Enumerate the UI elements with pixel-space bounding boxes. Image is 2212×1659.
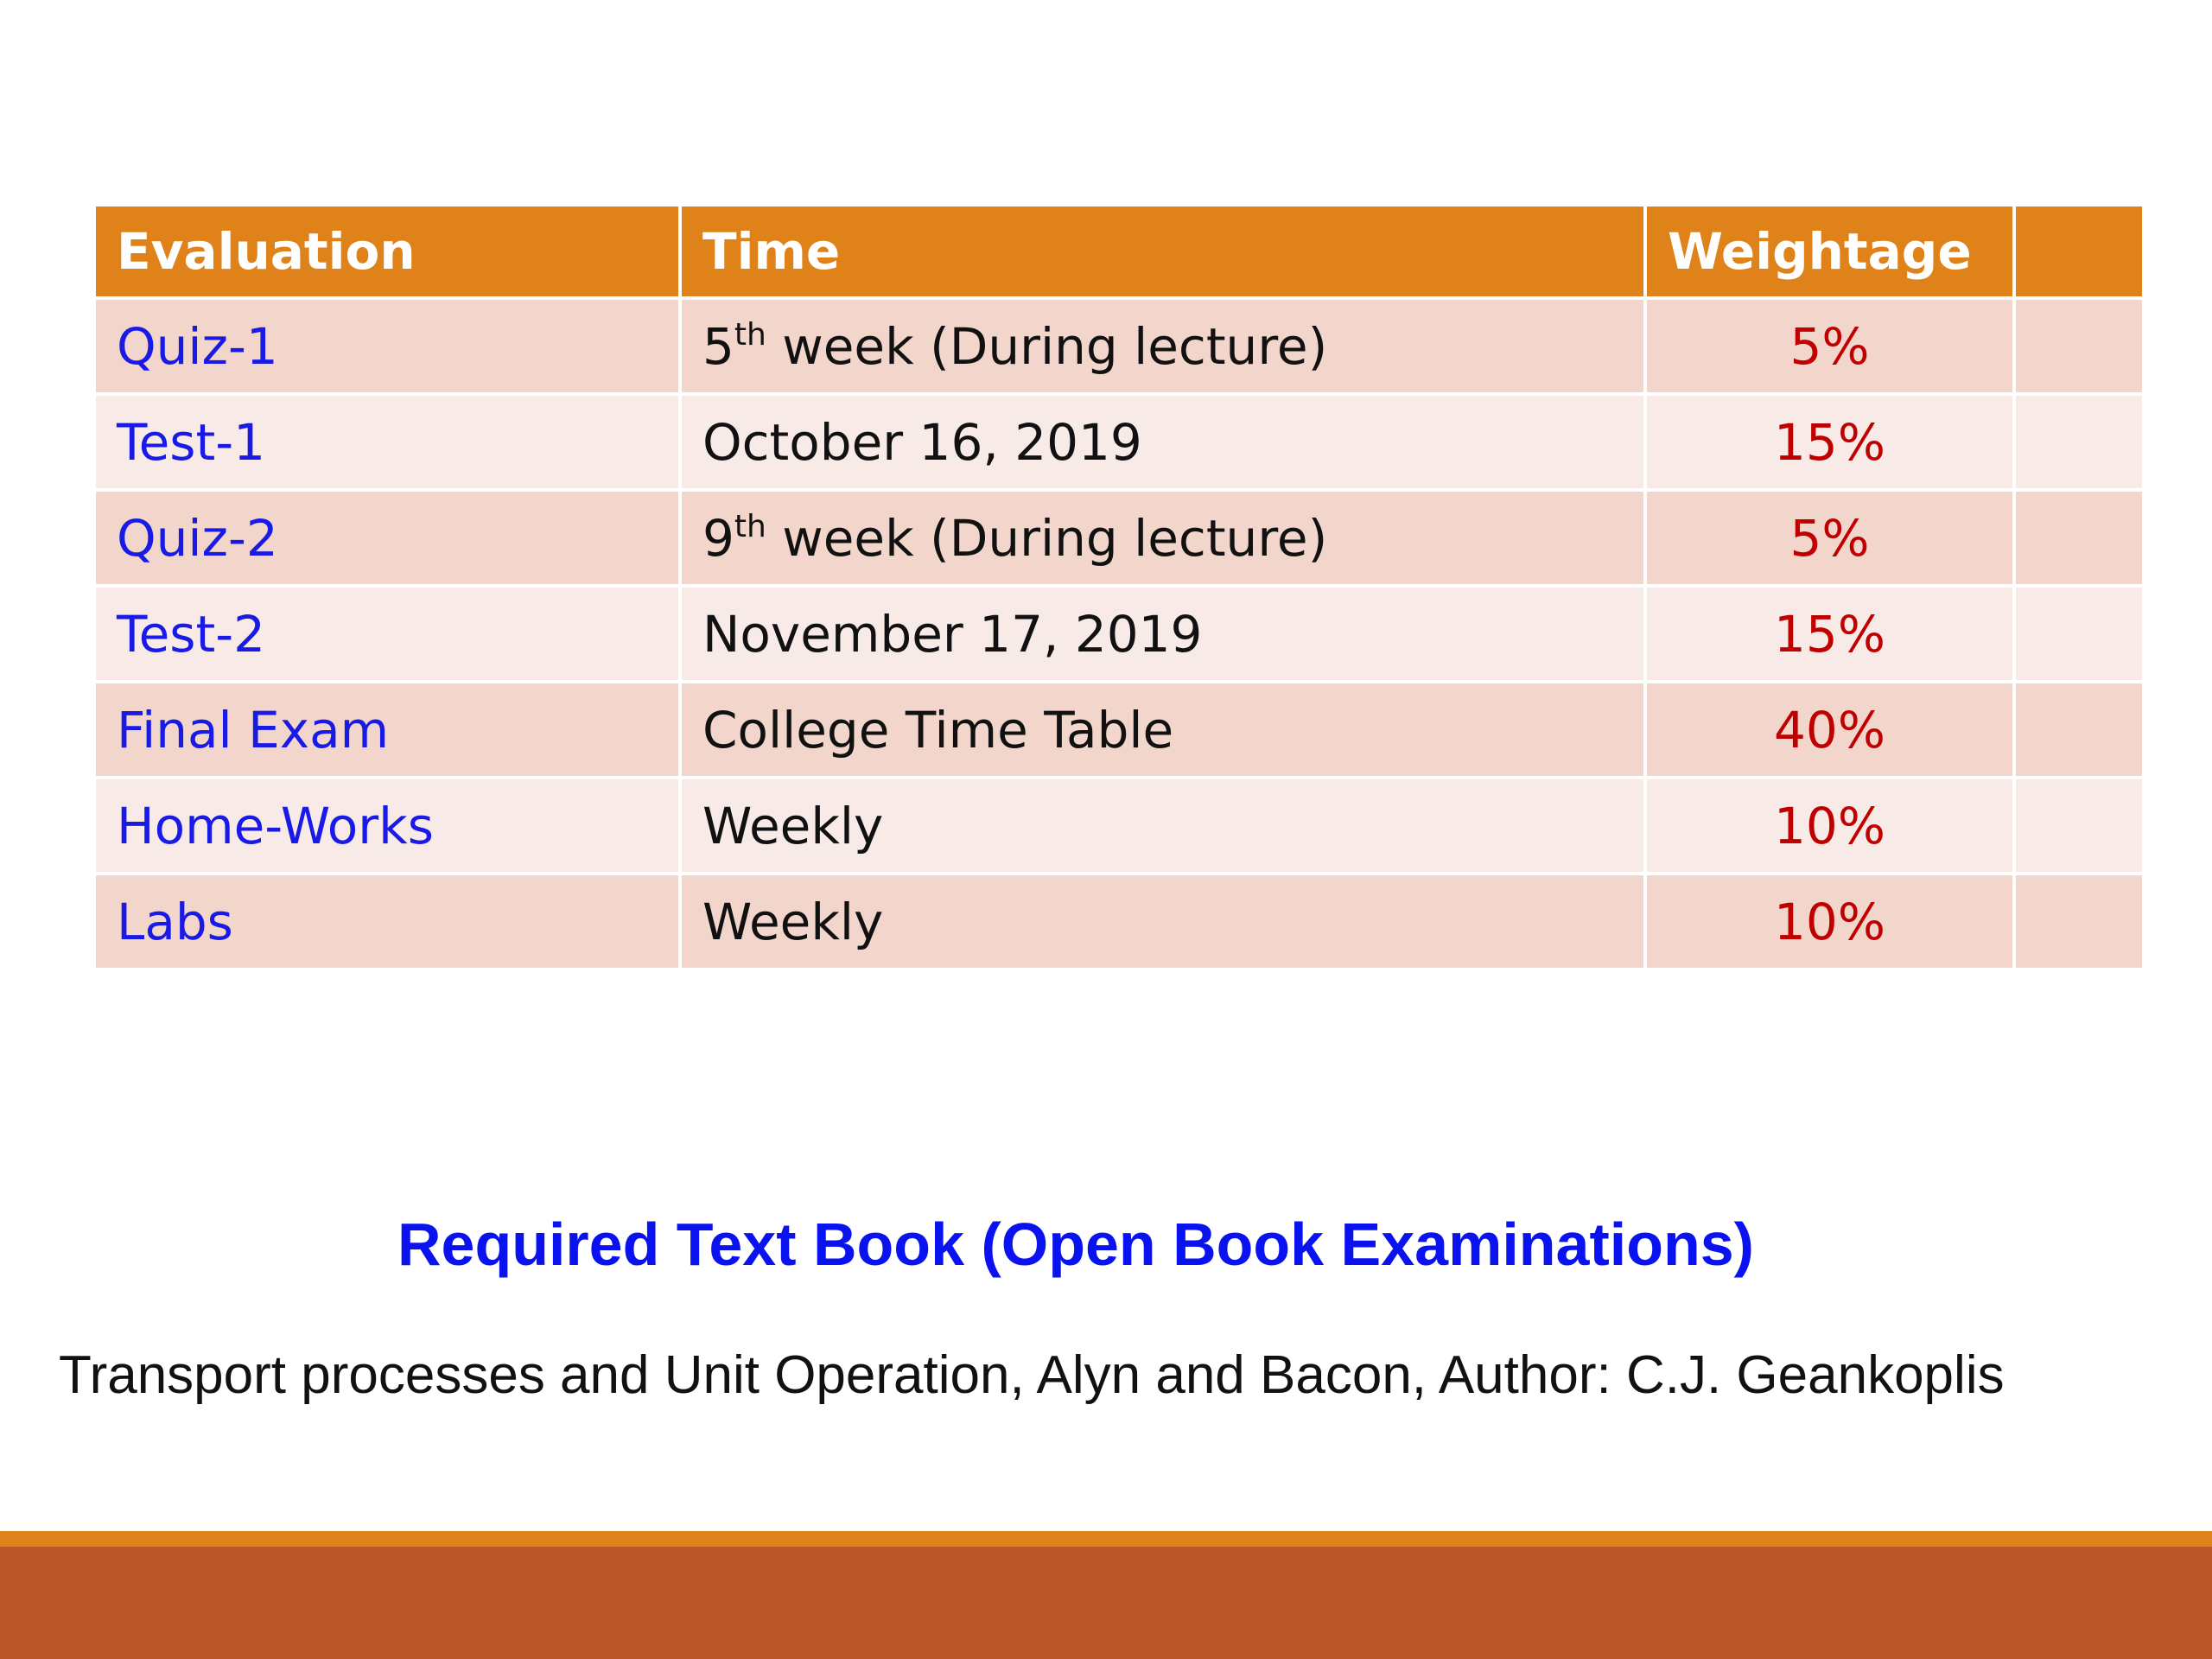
evaluation-cell: Quiz-2 bbox=[94, 490, 680, 586]
weightage-cell: 5% bbox=[1645, 298, 2014, 394]
weightage-cell: 40% bbox=[1645, 682, 2014, 778]
extra-cell bbox=[2014, 778, 2144, 874]
weightage-cell: 10% bbox=[1645, 778, 2014, 874]
time-rest: week (During lecture) bbox=[766, 316, 1328, 376]
extra-cell bbox=[2014, 394, 2144, 490]
evaluation-cell: Home-Works bbox=[94, 778, 680, 874]
header-time: Time bbox=[680, 205, 1645, 298]
time-cell bbox=[680, 394, 1645, 490]
footer-band bbox=[0, 1547, 2212, 1659]
time-ordinal: th bbox=[734, 316, 766, 353]
time-cell bbox=[680, 586, 1645, 682]
evaluation-cell: Test-2 bbox=[94, 586, 680, 682]
time-rest: week (During lecture) bbox=[766, 508, 1328, 568]
time-cell bbox=[680, 490, 1645, 586]
time-number: 9 bbox=[702, 508, 734, 568]
table-row bbox=[94, 874, 2144, 969]
time-cell bbox=[680, 682, 1645, 778]
table-row bbox=[94, 394, 2144, 490]
textbook-description: Transport processes and Unit Operation, Alyn and Bacon, Author: C.J. Geankoplis bbox=[59, 1345, 2005, 1405]
table-row bbox=[94, 682, 2144, 778]
evaluation-cell: Labs bbox=[94, 874, 680, 969]
evaluation-cell: Quiz-1 bbox=[94, 298, 680, 394]
time-cell bbox=[680, 874, 1645, 969]
table-row bbox=[94, 586, 2144, 682]
evaluation-cell: Final Exam bbox=[94, 682, 680, 778]
evaluation-cell: Test-1 bbox=[94, 394, 680, 490]
header-weightage: Weightage bbox=[1645, 205, 2014, 298]
table-row bbox=[94, 778, 2144, 874]
textbook-heading: Required Text Book (Open Book Examinations) bbox=[397, 1211, 1754, 1278]
time-number: October 16, 2019 bbox=[702, 412, 1142, 472]
time-number: Weekly bbox=[702, 796, 884, 855]
weightage-cell: 15% bbox=[1645, 394, 2014, 490]
time-cell bbox=[680, 298, 1645, 394]
time-number: College Time Table bbox=[702, 700, 1174, 760]
table-header-row bbox=[94, 205, 2144, 298]
evaluation-table bbox=[92, 203, 2145, 971]
footer-stripe bbox=[0, 1531, 2212, 1547]
header-evaluation: Evaluation bbox=[94, 205, 680, 298]
weightage-cell: 5% bbox=[1645, 490, 2014, 586]
time-number: November 17, 2019 bbox=[702, 604, 1203, 664]
extra-cell bbox=[2014, 874, 2144, 969]
extra-cell bbox=[2014, 298, 2144, 394]
table-row bbox=[94, 298, 2144, 394]
extra-cell bbox=[2014, 682, 2144, 778]
extra-cell bbox=[2014, 586, 2144, 682]
time-number: 5 bbox=[702, 316, 734, 376]
weightage-cell: 15% bbox=[1645, 586, 2014, 682]
weightage-cell: 10% bbox=[1645, 874, 2014, 969]
time-cell bbox=[680, 778, 1645, 874]
table-row bbox=[94, 490, 2144, 586]
extra-cell bbox=[2014, 490, 2144, 586]
time-number: Weekly bbox=[702, 892, 884, 951]
header-extra bbox=[2014, 205, 2144, 298]
time-ordinal: th bbox=[734, 508, 766, 544]
